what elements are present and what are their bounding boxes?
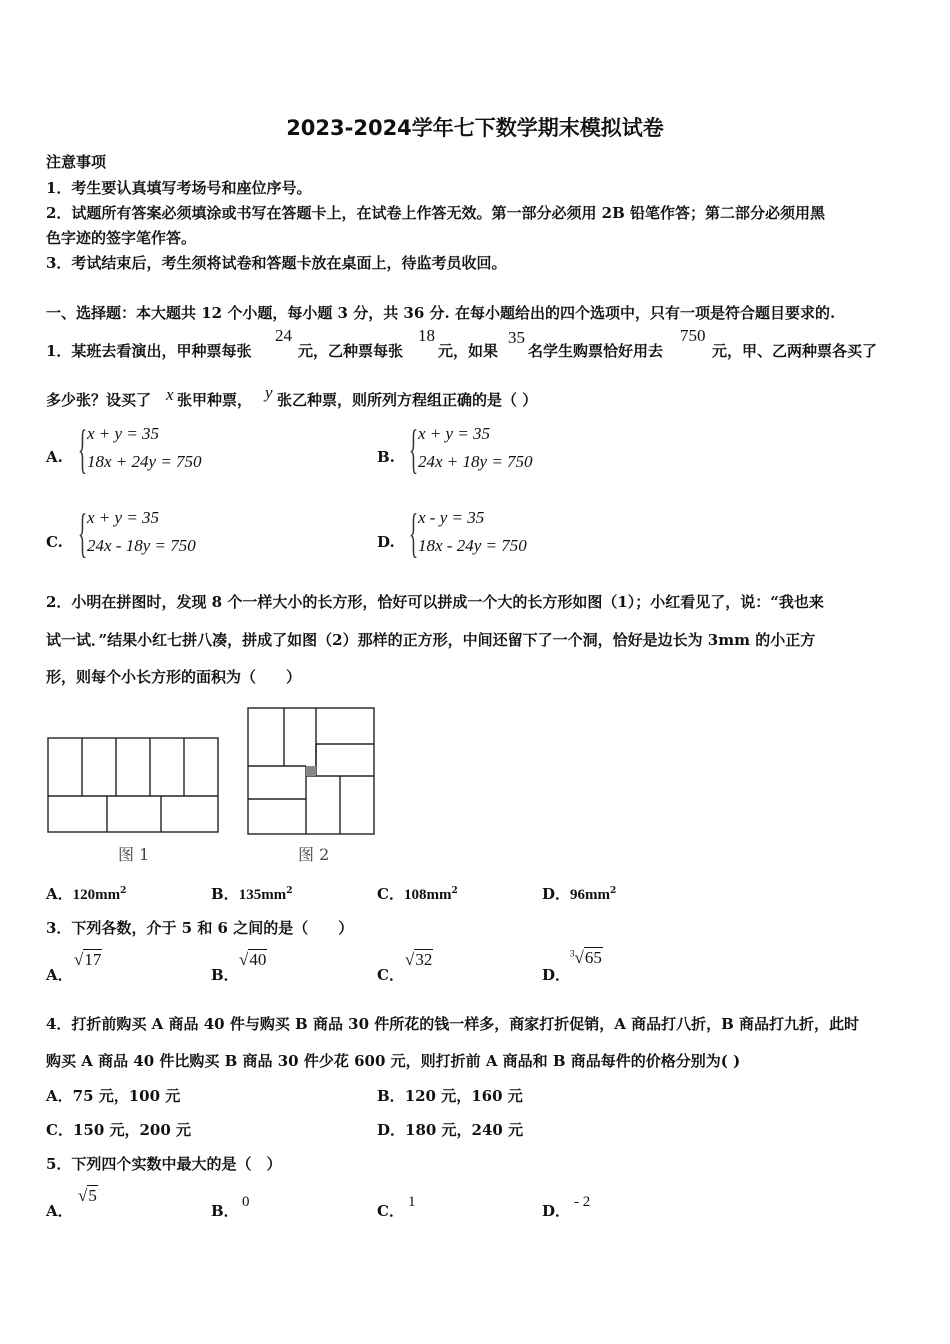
q1-option-c-eq1: x + y = 35 (87, 508, 160, 527)
q4-option-c: C．150 元，200 元 (46, 1121, 192, 1139)
q1-text-1: 1．某班去看演出，甲种票每张 (46, 342, 252, 360)
figure-2-caption: 图 2 (298, 845, 330, 864)
q1-num-18: 18 (418, 326, 435, 345)
q4-option-a: A．75 元，100 元 (46, 1087, 181, 1105)
q1-line2-c: 张乙种票，则所列方程组正确的是（ ） (277, 391, 538, 409)
q3-option-b-label: B． (211, 966, 239, 984)
q2-option-a: A．$120mm^2$ (46, 885, 127, 903)
q1-option-b-label: B. (377, 448, 395, 466)
q1-option-a-label: A. (46, 448, 63, 466)
q5-option-a-radical: √5 (78, 1186, 97, 1205)
q4-line-1: 4．打折前购买 A 商品 40 件与购买 B 商品 30 件所花的钱一样多，商家打折促销，A 商品打八折，B 商品打九折，此时 (46, 1015, 860, 1033)
q5-option-b-label: B． (211, 1202, 239, 1220)
q1-text-3: 元，如果 (438, 342, 499, 360)
q5-option-d-label: D． (542, 1202, 571, 1220)
q1-num-35: 35 (508, 328, 525, 347)
q1-option-d-eq2: 18x - 24y = 750 (418, 536, 527, 555)
page-title: 2023-2024学年七下数学期末模拟试卷 (286, 116, 664, 140)
sqrt-icon: √ (74, 950, 84, 969)
q1-text-5: 元，甲、乙两种票各买了 (712, 342, 878, 360)
figure-1-caption: 图 1 (118, 845, 150, 864)
q3-option-b-radical: √40 (239, 950, 267, 969)
q5-option-c-label: C． (377, 1202, 404, 1220)
q2-line-3: 形，则每个小长方形的面积为（ ） (46, 668, 302, 686)
q2-line-2: 试一试．”结果小红七拼八凑，拼成了如图（2）那样的正方形，中间还留下了一个洞，恰好是边长为 3mm 的小正方 (46, 631, 816, 649)
q1-option-c-label: C. (46, 533, 63, 551)
q1-option-a-eq2: 18x + 24y = 750 (87, 452, 202, 471)
figure-1 (44, 734, 224, 836)
q5-option-c-value: 1 (408, 1194, 416, 1210)
q3-option-a-radical: √17 (74, 950, 102, 969)
notice-item-2-cont: 色字迹的签字笔作答。 (46, 229, 197, 247)
q1-var-x: x (166, 385, 174, 404)
notice-item-1: 1．考生要认真填写考场号和座位序号。 (46, 179, 312, 197)
q1-option-d-label: D. (377, 533, 395, 551)
sqrt-icon: √ (574, 948, 584, 967)
q4-option-d: D．180 元，240 元 (377, 1121, 524, 1139)
q1-option-b-eq1: x + y = 35 (418, 424, 491, 443)
sqrt-icon: √ (405, 950, 415, 969)
q1-option-d-eq1: x - y = 35 (418, 508, 485, 527)
q1-option-a-eq1: x + y = 35 (87, 424, 160, 443)
brace-icon: { (78, 419, 88, 479)
q1-text-4: 名学生购票恰好用去 (528, 342, 664, 360)
q2-option-d: D．$96mm^2$ (542, 885, 617, 903)
q1-option-c-eq2: 24x - 18y = 750 (87, 536, 196, 555)
q5-option-b-value: 0 (242, 1194, 250, 1210)
q3-option-a-label: A． (46, 966, 73, 984)
q3-option-c-radical: √32 (405, 950, 433, 969)
q2-option-b: B．$135mm^2$ (211, 885, 293, 903)
brace-icon: { (409, 503, 419, 563)
q3-stem: 3．下列各数，介于 5 和 6 之间的是（ ） (46, 919, 354, 937)
q5-stem: 5．下列四个实数中最大的是（ ） (46, 1155, 282, 1173)
notice-item-2: 2．试题所有答案必须填涂或书写在答题卡上，在试卷上作答无效。第一部分必须用 2B 铅笔作答；第二部分必须用黑 (46, 204, 826, 222)
section-heading: 一、选择题：本大题共 12 个小题，每小题 3 分，共 36 分. 在每小题给出的四个选项中，只有一项是符合题目要求的. (46, 304, 836, 322)
q3-option-d-radical: $^3$√65 (570, 948, 602, 967)
q3-option-d-label: D． (542, 966, 571, 984)
q4-option-b: B．120 元，160 元 (377, 1087, 523, 1105)
notice-item-3: 3．考试结束后，考生须将试卷和答题卡放在桌面上，待监考员收回。 (46, 254, 507, 272)
brace-icon: { (78, 503, 88, 563)
q1-num-750: 750 (680, 326, 706, 345)
q5-option-d-value: - 2 (574, 1194, 591, 1210)
notice-heading: 注意事项 (46, 153, 107, 171)
sqrt-icon: √ (239, 950, 249, 969)
q2-option-c: C．$108mm^2$ (377, 885, 458, 903)
q1-text-2: 元，乙种票每张 (298, 342, 404, 360)
q1-line2-b: 张甲种票， (177, 391, 253, 409)
q5-option-a-label: A． (46, 1202, 73, 1220)
q1-option-b-eq2: 24x + 18y = 750 (418, 452, 533, 471)
sqrt-icon: √ (78, 1186, 88, 1205)
figure-2 (244, 704, 378, 836)
q1-num-24: 24 (275, 326, 292, 345)
q2-line-1: 2．小明在拼图时，发现 8 个一样大小的长方形，恰好可以拼成一个大的长方形如图（1）；小红看见了，说：“我也来 (46, 593, 824, 611)
q4-line-2: 购买 A 商品 40 件比购买 B 商品 30 件少花 600 元，则打折前 A 商品和 B 商品每件的价格分别为( ) (46, 1052, 741, 1070)
brace-icon: { (409, 419, 419, 479)
q3-option-c-label: C． (377, 966, 404, 984)
q1-line2-a: 多少张？设买了 (46, 391, 152, 409)
q1-var-y: y (265, 383, 273, 402)
